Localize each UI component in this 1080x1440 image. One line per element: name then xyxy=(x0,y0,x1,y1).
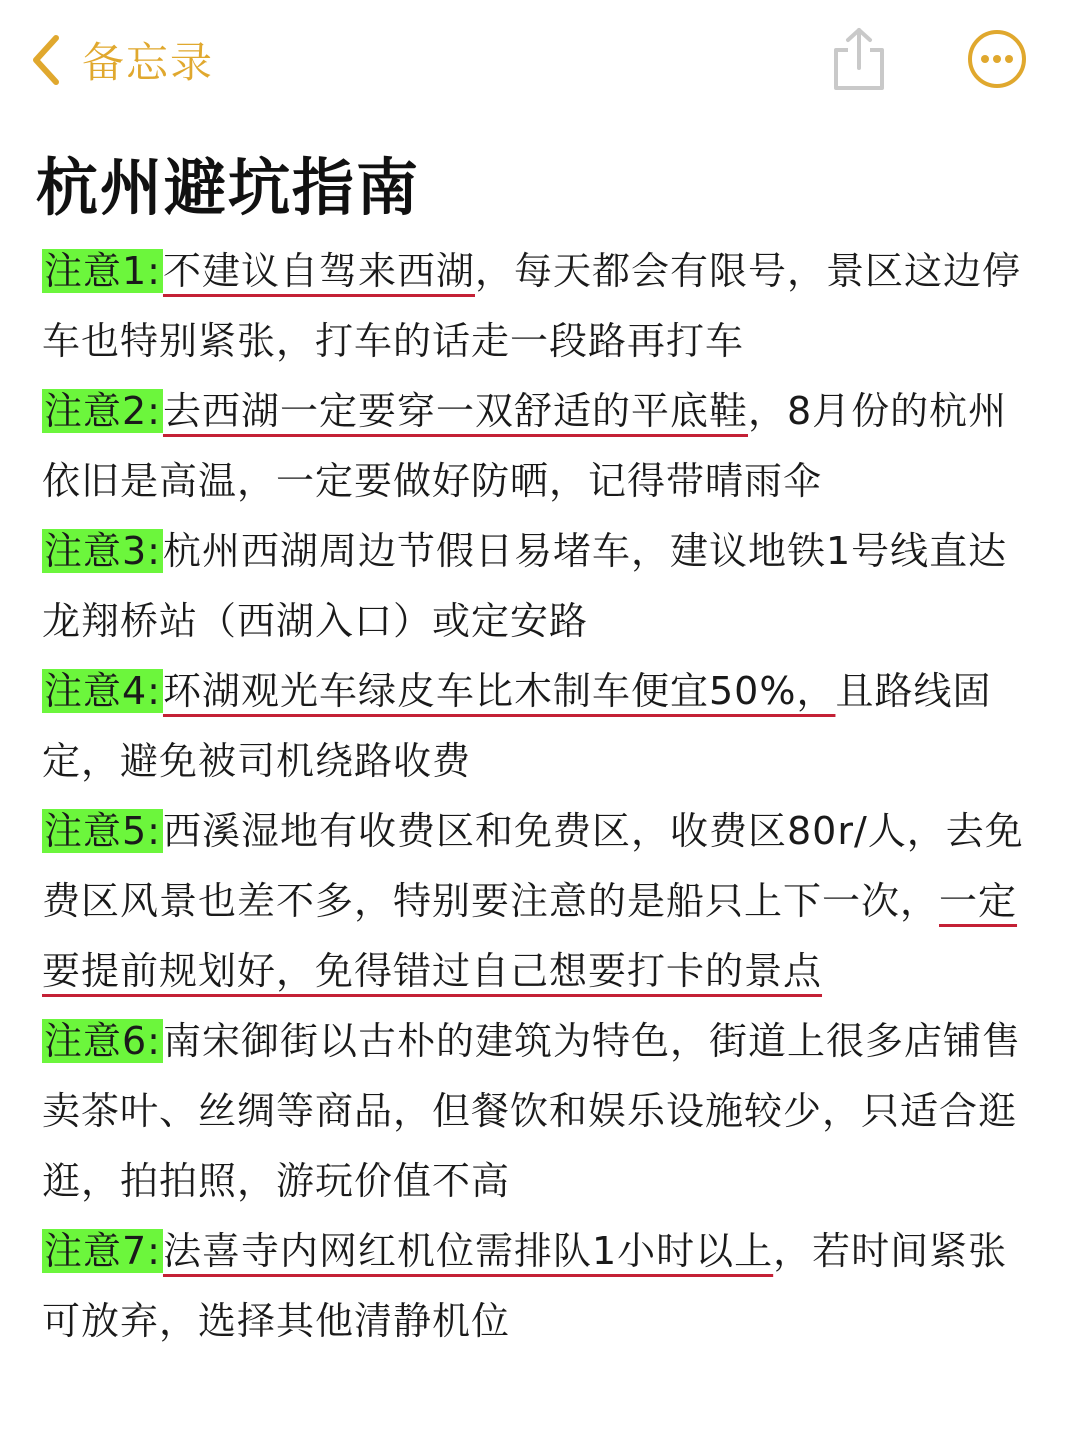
note-text: 西溪湿地有收费区和免费区，收费区80r/人，去免费区风景也差不多，特别要注意的是船只上下一次， xyxy=(42,809,1024,923)
note-text: 南宋御街以古朴的建筑为特色，街道上很多店铺售卖茶叶、丝绸等商品，但餐饮和娱乐设施较少，只适合逛逛，拍拍照，游玩价值不高 xyxy=(42,1019,1021,1203)
note-label: 注意2: xyxy=(44,389,161,433)
note-item xyxy=(42,1006,1032,1216)
note-label: 注意4: xyxy=(44,669,161,713)
note-item xyxy=(42,796,1032,1006)
chevron-left-icon xyxy=(28,32,64,88)
underlined-text: 一定要提前规划好，免得错过自己想要打卡的景点 xyxy=(42,879,1018,993)
note-item xyxy=(42,236,1032,376)
back-button[interactable] xyxy=(28,30,214,90)
note-item xyxy=(42,516,1032,656)
note-label: 注意7: xyxy=(44,1229,161,1273)
more-icon[interactable] xyxy=(966,28,1028,90)
note-item xyxy=(42,1216,1032,1356)
note-item xyxy=(42,376,1032,516)
note-text: ，若时间紧张可放弃，选择其他清静机位 xyxy=(42,1229,1008,1343)
nav-bar xyxy=(0,0,1080,120)
note-label: 注意1: xyxy=(44,249,161,293)
note-body[interactable] xyxy=(42,236,1032,1356)
underlined-text: 环湖观光车绿皮车比木制车便宜50%， xyxy=(162,669,836,713)
underlined-text: 法喜寺内网红机位需排队1小时以上 xyxy=(162,1229,774,1273)
underlined-text: 不建议自驾来西湖 xyxy=(162,249,475,293)
back-label: 备忘录 xyxy=(82,38,215,87)
note-label: 注意3: xyxy=(44,529,161,573)
note-item xyxy=(42,656,1032,796)
underlined-text: 去西湖一定要穿一双舒适的平底鞋 xyxy=(162,389,748,433)
note-label: 注意5: xyxy=(44,809,161,853)
note-text: 杭州西湖周边节假日易堵车，建议地铁1号线直达龙翔桥站（西湖入口）或定安路 xyxy=(42,529,1008,643)
note-text: ，8月份的杭州依旧是高温，一定要做好防晒，记得带晴雨伞 xyxy=(42,389,1008,503)
note-label: 注意6: xyxy=(44,1019,161,1063)
share-icon[interactable] xyxy=(828,26,890,92)
note-text: 且路线固定，避免被司机绕路收费 xyxy=(42,669,992,783)
note-title: 杭州避坑指南 xyxy=(36,151,421,224)
note-text: ，每天都会有限号，景区这边停车也特别紧张，打车的话走一段路再打车 xyxy=(42,249,1022,363)
